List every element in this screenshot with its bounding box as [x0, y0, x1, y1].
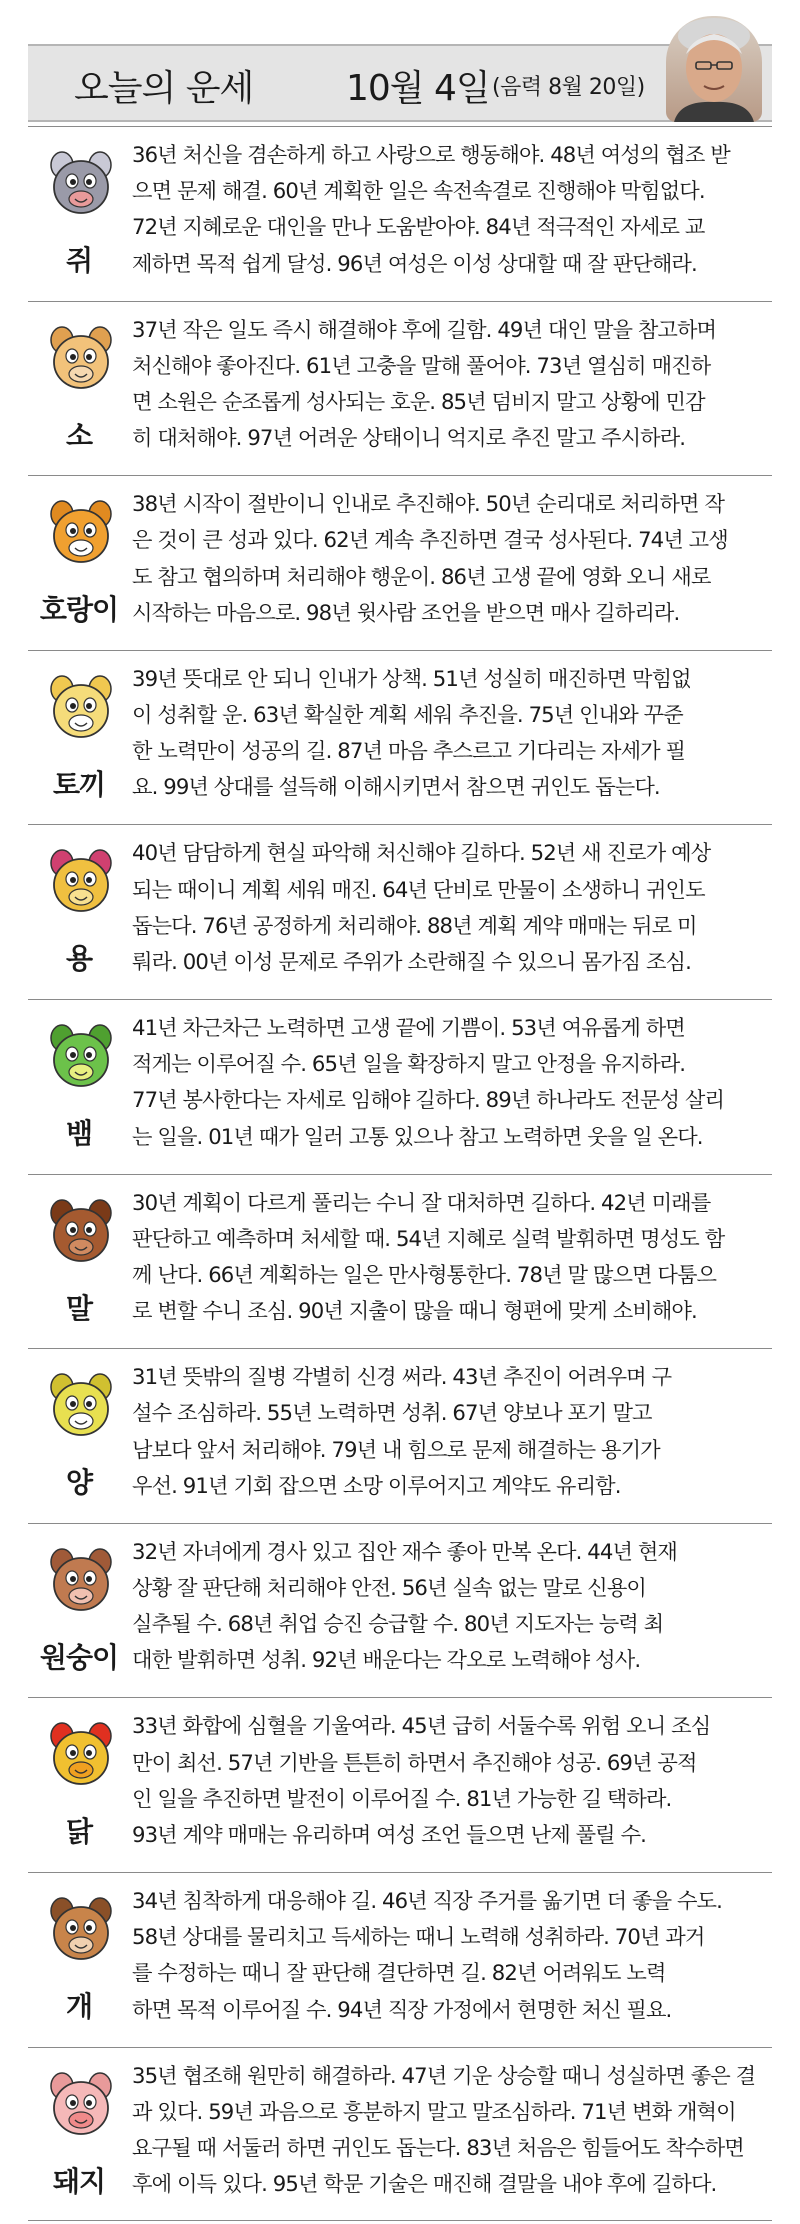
fortune-line: 대한 발휘하면 성취. 92년 배운다는 각오로 노력해야 성사. — [132, 1647, 641, 1673]
fortune-line: 한 노력만이 성공의 길. 87년 마음 추스르고 기다리는 자세가 필 — [132, 738, 686, 764]
fortune-row — [28, 126, 772, 301]
fortune-line: 상황 잘 판단해 처리해야 안전. 56년 실속 없는 말로 신용이 — [132, 1575, 646, 1600]
fortune-text — [132, 661, 768, 806]
fortune-line: 33년 화합에 심혈을 기울여라. 45년 급히 서둘수록 위험 오니 조심 — [132, 1713, 711, 1739]
fortune-line: 실추될 수. 68년 취업 승진 승급할 수. 80년 지도자는 능력 최 — [132, 1611, 664, 1637]
fortune-line: 설수 조심하라. 55년 노력하면 성취. 67년 양보나 포기 말고 — [132, 1400, 652, 1426]
zodiac-name: 토끼 — [52, 767, 106, 801]
fortune-line: 93년 계약 매매는 유리하며 여성 조언 들으면 난제 풀릴 수. — [132, 1822, 646, 1847]
fortune-line: 뤄라. 00년 이성 문제로 주위가 소란해질 수 있으니 몸가짐 조심. — [132, 949, 691, 974]
lunar-date: (음력 8월 20일) — [492, 75, 645, 100]
fortune-line: 58년 상대를 물리치고 득세하는 때니 노력해 성취하라. 70년 과거 — [132, 1924, 705, 1950]
zodiac-name: 쥐 — [65, 244, 93, 277]
fortune-line: 30년 계획이 다르게 풀리는 수니 잘 대처하면 길하다. 42년 미래를 — [132, 1189, 711, 1215]
fortune-line: 72년 지혜로운 대인을 만나 도움받아야. 84년 적극적인 자세로 교 — [132, 214, 705, 240]
fortune-line: 은 것이 큰 성과 있다. 62년 계속 추진하면 결국 성사된다. 74년 고생 — [132, 527, 728, 553]
zodiac-cell — [28, 1873, 130, 2047]
fortune-text — [132, 1185, 768, 1330]
fortune-row — [28, 1523, 772, 1698]
fortune-row — [28, 824, 772, 999]
fortune-line: 요. 99년 상대를 설득해 이해시키면서 참으면 귀인도 돕는다. — [132, 774, 660, 800]
fortune-line: 이 성취할 운. 63년 확실한 계획 세워 추진을. 75년 인내와 꾸준 — [132, 702, 683, 727]
zodiac-name: 뱀 — [65, 1117, 93, 1150]
fortune-line: 35년 협조해 원만히 해결하라. 47년 기운 상승할 때니 성실하면 좋은 결 — [132, 2062, 756, 2088]
zodiac-cell — [28, 2048, 130, 2221]
fortune-row — [28, 2047, 772, 2222]
fortune-line: 39년 뜻대로 안 되니 인내가 상책. 51년 성실히 매진하면 막힘없 — [132, 665, 691, 691]
zodiac-cell — [28, 476, 130, 650]
fortune-line: 41년 차근차근 노력하면 고생 끝에 기쁨이. 53년 여유롭게 하면 — [132, 1015, 685, 1040]
fortune-line: 제하면 목적 쉽게 달성. 96년 여성은 이성 상대할 때 잘 판단해라. — [132, 250, 697, 276]
fortune-line: 히 대처해야. 97년 어려운 상태이니 억지로 추진 말고 주시하라. — [132, 425, 686, 451]
fortune-line: 으면 문제 해결. 60년 계획한 일은 속전속결로 진행해야 막힘없다. — [132, 178, 705, 204]
fortune-line: 우선. 91년 기회 잡으면 소망 이루어지고 계약도 유리함. — [132, 1472, 621, 1498]
fortune-text — [132, 835, 768, 980]
zodiac-cell — [28, 825, 130, 999]
fortune-line: 34년 침착하게 대응해야 길. 46년 직장 주거를 옮기면 더 좋을 수도. — [132, 1888, 722, 1913]
zodiac-cell — [28, 127, 130, 301]
fortune-row — [28, 475, 772, 650]
page-date: 10월 4일 — [346, 68, 490, 109]
fortune-line: 31년 뜻밖의 질병 각별히 신경 써라. 43년 추진이 어려우며 구 — [132, 1364, 672, 1390]
fortune-line: 처신해야 좋아진다. 61년 고충을 말해 풀어야. 73년 열심히 매진하 — [132, 352, 711, 378]
fortune-line: 는 일을. 01년 때가 일러 고통 있으나 참고 노력하면 웃을 일 온다. — [132, 1123, 703, 1149]
page-title: 오늘의 운세 — [74, 68, 254, 109]
fortune-line: 하면 목적 이루어질 수. 94년 직장 가정에서 현명한 처신 필요. — [132, 1996, 672, 2022]
fortune-row — [28, 1174, 772, 1349]
fortune-line: 판단하고 예측하며 처세할 때. 54년 지혜로 실력 발휘하면 명성도 함 — [132, 1225, 725, 1251]
fortune-row — [28, 301, 772, 476]
fortune-line: 40년 담담하게 현실 파악해 처신해야 길하다. 52년 새 진로가 예상 — [132, 840, 711, 866]
zodiac-cell — [28, 1698, 130, 1872]
fortune-line: 과 있다. 59년 과음으로 흥분하지 말고 말조심하라. 71년 변화 개혁이 — [132, 2098, 736, 2124]
fortune-row — [28, 1348, 772, 1523]
fortune-row — [28, 1872, 772, 2047]
fortune-line: 도 참고 협의하며 처리해야 행운이. 86년 고생 끝에 영화 오니 새로 — [132, 563, 711, 589]
zodiac-name: 말 — [65, 1291, 93, 1325]
zodiac-name: 개 — [65, 1990, 93, 2023]
zodiac-name: 용 — [65, 942, 93, 976]
zodiac-name: 돼지 — [52, 2164, 106, 2198]
fortune-text — [132, 137, 768, 282]
fortune-line: 32년 자녀에게 경사 있고 집안 재수 좋아 만복 온다. 44년 현재 — [132, 1538, 677, 1564]
fortune-line: 돕는다. 76년 공정하게 처리해야. 88년 계획 계약 매매는 뒤로 미 — [132, 912, 697, 938]
fortune-line: 37년 작은 일도 즉시 해결해야 후에 길함. 49년 대인 말을 참고하며 — [132, 316, 717, 342]
fortune-line: 인 일을 추진하면 발전이 이루어질 수. 81년 가능한 길 택하라. — [132, 1785, 672, 1811]
zodiac-name: 호랑이 — [39, 593, 119, 627]
fortune-row — [28, 1697, 772, 1872]
zodiac-name: 양 — [65, 1466, 93, 1500]
fortune-row — [28, 650, 772, 825]
zodiac-name: 소 — [65, 418, 93, 452]
zodiac-cell — [28, 1175, 130, 1349]
zodiac-cell — [28, 302, 130, 476]
fortune-line: 로 변할 수니 조심. 90년 지출이 많을 때니 형편에 맞게 소비해야. — [132, 1298, 697, 1324]
zodiac-cell — [28, 651, 130, 825]
fortune-text — [132, 1534, 768, 1679]
fortune-text — [132, 2058, 768, 2203]
fortune-text — [132, 312, 768, 457]
fortune-text — [132, 1359, 768, 1504]
fortune-line: 요구될 때 서둘러 하면 귀인도 돕는다. 83년 처음은 힘들어도 착수하면 — [132, 2135, 744, 2160]
fortune-line: 77년 봉사한다는 자세로 임해야 길하다. 89년 하나라도 전문성 살리 — [132, 1087, 725, 1113]
fortune-line: 38년 시작이 절반이니 인내로 추진해야. 50년 순리대로 처리하면 작 — [132, 491, 725, 517]
zodiac-cell — [28, 1000, 130, 1174]
fortune-line: 께 난다. 66년 계획하는 일은 만사형통한다. 78년 말 많으면 다툼으 — [132, 1262, 717, 1287]
zodiac-cell — [28, 1349, 130, 1523]
fortune-text — [132, 1708, 768, 1853]
header-bar — [28, 44, 772, 122]
fortune-line: 적게는 이루어질 수. 65년 일을 확장하지 말고 안정을 유지하라. — [132, 1051, 686, 1077]
fortune-line: 만이 최선. 57년 기반을 튼튼히 하면서 추진해야 성공. 69년 공적 — [132, 1749, 697, 1775]
fortune-text — [132, 1883, 768, 2028]
author-photo — [666, 16, 762, 122]
fortune-line: 면 소원은 순조롭게 성사되는 호운. 85년 덤비지 말고 상황에 민감 — [132, 389, 705, 414]
fortune-text — [132, 486, 768, 631]
zodiac-name: 원숭이 — [39, 1640, 119, 1674]
fortune-line: 후에 이득 있다. 95년 학문 기술은 매진해 결말을 내야 후에 길하다. — [132, 2171, 717, 2197]
fortune-line: 36년 처신을 겸손하게 하고 사랑으로 행동해야. 48년 여성의 협조 받 — [132, 142, 730, 167]
zodiac-name: 닭 — [65, 1815, 93, 1849]
fortune-row — [28, 999, 772, 1174]
fortune-line: 시작하는 마음으로. 98년 윗사람 조언을 받으면 매사 길하리라. — [132, 599, 680, 625]
zodiac-cell — [28, 1524, 130, 1698]
fortune-line: 를 수정하는 때니 잘 판단해 결단하면 길. 82년 어려워도 노력 — [132, 1960, 666, 1986]
fortune-text — [132, 1010, 768, 1155]
fortune-line: 남보다 앞서 처리해야. 79년 내 힘으로 문제 해결하는 용기가 — [132, 1436, 660, 1462]
fortune-line: 되는 때이니 계획 세워 매진. 64년 단비로 만물이 소생하니 귀인도 — [132, 876, 705, 902]
